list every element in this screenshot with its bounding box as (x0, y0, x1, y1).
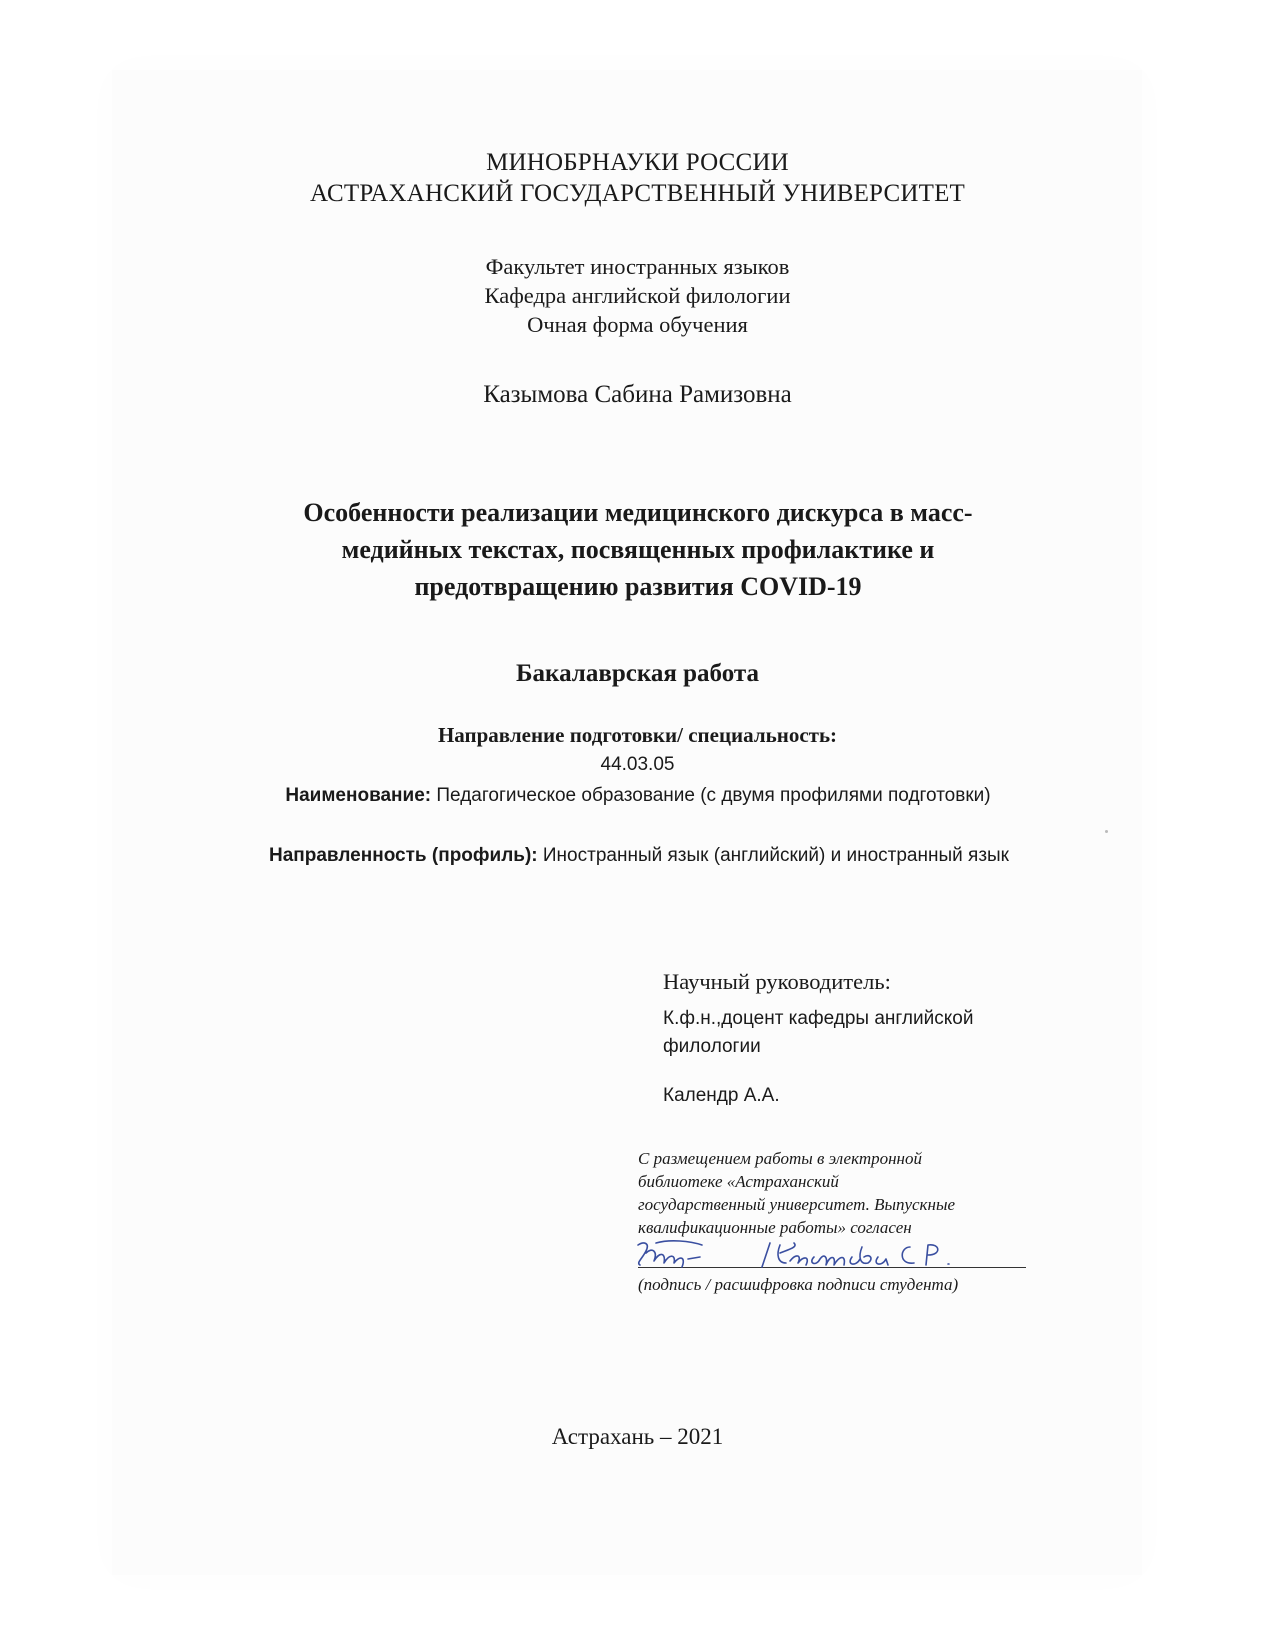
advisor-name: Календр А.А. (663, 1085, 780, 1106)
title-line: медийных текстах, посвященных профилактике и (341, 535, 935, 564)
direction-name (258, 782, 1018, 810)
signature-row (638, 1241, 1058, 1271)
direction-label: Направление подготовки/ специальность: (437, 723, 838, 747)
direction-profile-value: Иностранный язык (английский) и иностранный язык (537, 845, 1009, 866)
direction-name-label: Наименование: (285, 785, 432, 806)
title-line: предотвращению развития COVID-19 (414, 572, 862, 601)
author-name: Казымова Сабина Рамизовна (483, 381, 792, 408)
signature-caption: (подпись / расшифровка подписи студента) (638, 1275, 959, 1294)
header-block (0, 147, 1275, 209)
scan-speck (1105, 830, 1108, 833)
title-line: Особенности реализации медицинского дискурса в масс- (303, 498, 973, 527)
direction-profile (224, 842, 1054, 870)
faculty-name: Факультет иностранных языков (485, 254, 790, 279)
study-form: Очная форма обучения (527, 312, 748, 337)
faculty-block (0, 252, 1275, 339)
department-name: Кафедра английской филологии (484, 283, 791, 308)
consent-line: библиотеке «Астраханский (638, 1172, 839, 1191)
handwritten-signature (630, 1237, 990, 1271)
consent-line: С размещением работы в электронной (638, 1149, 922, 1168)
advisor-title: К.ф.н.,доцент кафедры английской филологии (663, 1008, 974, 1057)
direction-code: 44.03.05 (600, 754, 675, 775)
consent-block (638, 1147, 1058, 1296)
advisor-label: Научный руководитель: (663, 969, 891, 994)
consent-line: государственный университет. Выпускные (638, 1195, 955, 1214)
university-name: АСТРАХАНСКИЙ ГОСУДАРСТВЕННЫЙ УНИВЕРСИТЕТ (309, 180, 966, 207)
city-year: Астрахань – 2021 (551, 1424, 724, 1449)
work-type: Бакалаврская работа (516, 660, 759, 687)
direction-name-value: Педагогическое образование (с двумя профилями подготовки) (431, 785, 991, 806)
consent-line: квалификационные работы» согласен (638, 1218, 912, 1237)
ministry-name: МИНОБРНАУКИ РОССИИ (486, 149, 789, 176)
direction-profile-label: Направленность (профиль): (269, 845, 538, 866)
thesis-title (258, 494, 1018, 605)
